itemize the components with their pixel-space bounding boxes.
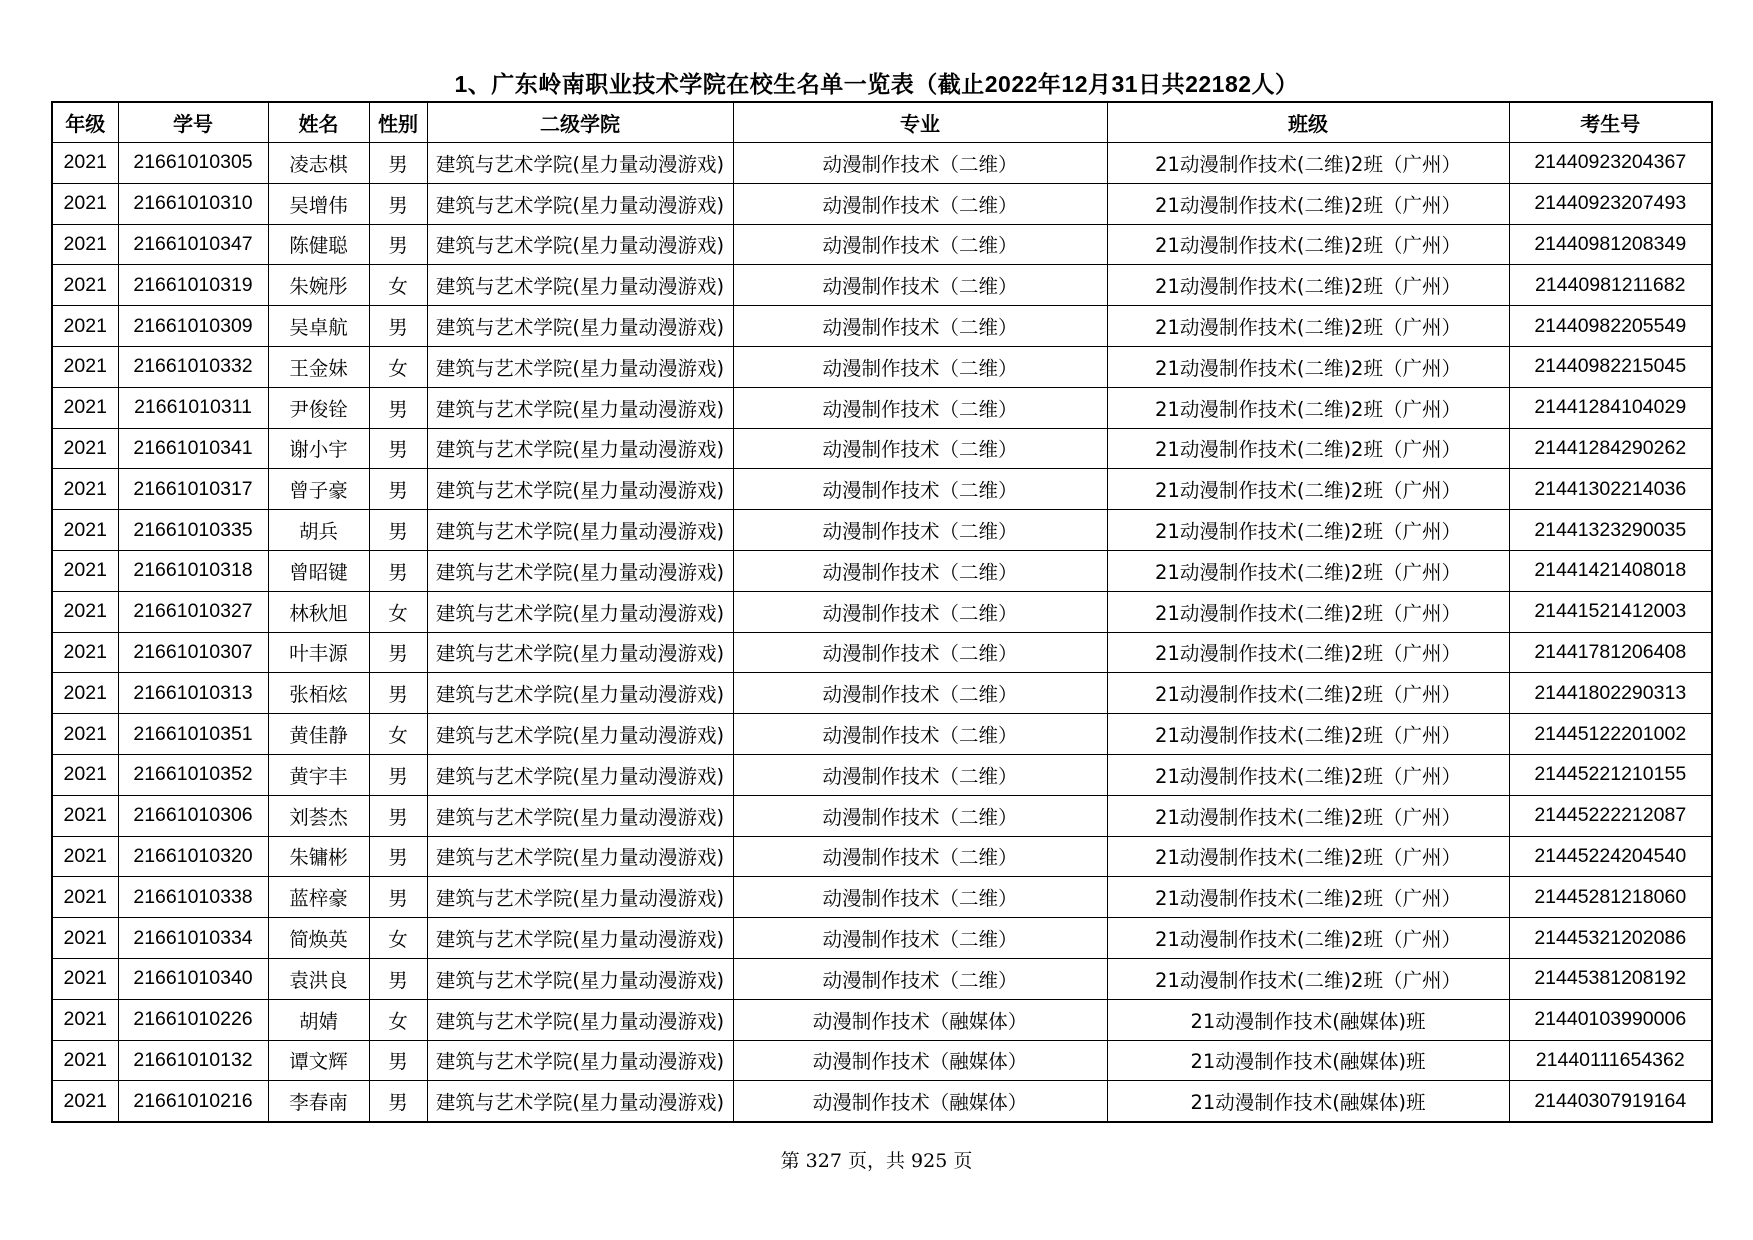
cell-exam-id: 21441284290262 — [1509, 428, 1712, 469]
cell-college: 建筑与艺术学院(星力量动漫游戏) — [427, 1040, 733, 1081]
cell-name: 李春南 — [268, 1081, 369, 1122]
cell-class: 21动漫制作技术(二维)2班（广州） — [1107, 714, 1509, 755]
cell-name: 刘荟杰 — [268, 795, 369, 836]
cell-gender: 男 — [369, 469, 427, 510]
cell-name: 林秋旭 — [268, 591, 369, 632]
cell-major: 动漫制作技术（二维） — [733, 265, 1107, 306]
table-row — [52, 306, 1712, 347]
table-row — [52, 591, 1712, 632]
cell-name: 黄宇丰 — [268, 754, 369, 795]
cell-class: 21动漫制作技术(二维)2班（广州） — [1107, 673, 1509, 714]
cell-student-id: 21661010327 — [118, 591, 268, 632]
cell-exam-id: 21440982215045 — [1509, 346, 1712, 387]
cell-name: 简焕英 — [268, 918, 369, 959]
cell-college: 建筑与艺术学院(星力量动漫游戏) — [427, 836, 733, 877]
student-roster-table — [51, 101, 1713, 1123]
column-header-grade: 年级 — [52, 102, 118, 143]
cell-exam-id: 21441284104029 — [1509, 387, 1712, 428]
column-header-name: 姓名 — [268, 102, 369, 143]
cell-gender: 男 — [369, 387, 427, 428]
cell-student-id: 21661010351 — [118, 714, 268, 755]
column-header-student-id: 学号 — [118, 102, 268, 143]
cell-exam-id: 21441802290313 — [1509, 673, 1712, 714]
cell-gender: 男 — [369, 673, 427, 714]
cell-major: 动漫制作技术（二维） — [733, 591, 1107, 632]
cell-grade: 2021 — [52, 224, 118, 265]
table-row — [52, 877, 1712, 918]
table-row — [52, 918, 1712, 959]
cell-student-id: 21661010305 — [118, 143, 268, 184]
cell-gender: 男 — [369, 183, 427, 224]
cell-student-id: 21661010310 — [118, 183, 268, 224]
cell-gender: 女 — [369, 918, 427, 959]
cell-name: 黄佳静 — [268, 714, 369, 755]
table-body — [52, 143, 1712, 1123]
page-title: 1、广东岭南职业技术学院在校生名单一览表（截止2022年12月31日共22182人） — [454, 71, 1299, 97]
cell-major: 动漫制作技术（二维） — [733, 632, 1107, 673]
table-row — [52, 387, 1712, 428]
cell-exam-id: 21441323290035 — [1509, 510, 1712, 551]
table-row — [52, 999, 1712, 1040]
cell-grade: 2021 — [52, 632, 118, 673]
cell-gender: 女 — [369, 714, 427, 755]
cell-exam-id: 21445281218060 — [1509, 877, 1712, 918]
cell-grade: 2021 — [52, 1040, 118, 1081]
cell-name: 凌志棋 — [268, 143, 369, 184]
cell-class: 21动漫制作技术(融媒体)班 — [1107, 999, 1509, 1040]
cell-exam-id: 21445122201002 — [1509, 714, 1712, 755]
table-row — [52, 346, 1712, 387]
cell-student-id: 21661010307 — [118, 632, 268, 673]
cell-major: 动漫制作技术（二维） — [733, 836, 1107, 877]
cell-exam-id: 21440923204367 — [1509, 143, 1712, 184]
cell-name: 胡兵 — [268, 510, 369, 551]
cell-grade: 2021 — [52, 795, 118, 836]
cell-gender: 女 — [369, 591, 427, 632]
cell-class: 21动漫制作技术(二维)2班（广州） — [1107, 510, 1509, 551]
cell-class: 21动漫制作技术(二维)2班（广州） — [1107, 183, 1509, 224]
cell-gender: 男 — [369, 836, 427, 877]
cell-grade: 2021 — [52, 877, 118, 918]
cell-college: 建筑与艺术学院(星力量动漫游戏) — [427, 958, 733, 999]
cell-major: 动漫制作技术（二维） — [733, 714, 1107, 755]
cell-grade: 2021 — [52, 306, 118, 347]
cell-major: 动漫制作技术（二维） — [733, 918, 1107, 959]
cell-gender: 男 — [369, 224, 427, 265]
cell-major: 动漫制作技术（二维） — [733, 673, 1107, 714]
cell-gender: 男 — [369, 306, 427, 347]
table-row — [52, 714, 1712, 755]
cell-major: 动漫制作技术（二维） — [733, 469, 1107, 510]
cell-class: 21动漫制作技术(二维)2班（广州） — [1107, 265, 1509, 306]
cell-class: 21动漫制作技术(二维)2班（广州） — [1107, 387, 1509, 428]
cell-college: 建筑与艺术学院(星力量动漫游戏) — [427, 714, 733, 755]
cell-class: 21动漫制作技术(二维)2班（广州） — [1107, 754, 1509, 795]
cell-grade: 2021 — [52, 469, 118, 510]
cell-grade: 2021 — [52, 510, 118, 551]
cell-grade: 2021 — [52, 754, 118, 795]
cell-class: 21动漫制作技术(二维)2班（广州） — [1107, 795, 1509, 836]
cell-major: 动漫制作技术（二维） — [733, 387, 1107, 428]
column-header-class: 班级 — [1107, 102, 1509, 143]
cell-grade: 2021 — [52, 143, 118, 184]
cell-student-id: 21661010352 — [118, 754, 268, 795]
cell-name: 叶丰源 — [268, 632, 369, 673]
page-footer: 第 327 页，共 925 页 — [780, 1150, 973, 1172]
cell-exam-id: 21445224204540 — [1509, 836, 1712, 877]
cell-class: 21动漫制作技术(二维)2班（广州） — [1107, 469, 1509, 510]
cell-college: 建筑与艺术学院(星力量动漫游戏) — [427, 1081, 733, 1122]
table-row — [52, 754, 1712, 795]
cell-major: 动漫制作技术（二维） — [733, 428, 1107, 469]
cell-name: 吴增伟 — [268, 183, 369, 224]
cell-grade: 2021 — [52, 346, 118, 387]
cell-student-id: 21661010320 — [118, 836, 268, 877]
cell-exam-id: 21440307919164 — [1509, 1081, 1712, 1122]
cell-college: 建筑与艺术学院(星力量动漫游戏) — [427, 918, 733, 959]
cell-class: 21动漫制作技术(二维)2班（广州） — [1107, 877, 1509, 918]
cell-major: 动漫制作技术（二维） — [733, 306, 1107, 347]
cell-class: 21动漫制作技术(二维)2班（广州） — [1107, 958, 1509, 999]
cell-college: 建筑与艺术学院(星力量动漫游戏) — [427, 795, 733, 836]
cell-exam-id: 21440923207493 — [1509, 183, 1712, 224]
cell-student-id: 21661010340 — [118, 958, 268, 999]
cell-grade: 2021 — [52, 836, 118, 877]
cell-class: 21动漫制作技术(二维)2班（广州） — [1107, 346, 1509, 387]
cell-major: 动漫制作技术（融媒体） — [733, 1081, 1107, 1122]
cell-name: 谭文辉 — [268, 1040, 369, 1081]
cell-exam-id: 21441302214036 — [1509, 469, 1712, 510]
cell-class: 21动漫制作技术(二维)2班（广州） — [1107, 306, 1509, 347]
cell-class: 21动漫制作技术(二维)2班（广州） — [1107, 550, 1509, 591]
column-header-gender: 性别 — [369, 102, 427, 143]
cell-class: 21动漫制作技术(二维)2班（广州） — [1107, 591, 1509, 632]
cell-major: 动漫制作技术（二维） — [733, 958, 1107, 999]
column-header-exam-id: 考生号 — [1509, 102, 1712, 143]
cell-gender: 男 — [369, 143, 427, 184]
cell-gender: 男 — [369, 795, 427, 836]
table-row — [52, 836, 1712, 877]
cell-college: 建筑与艺术学院(星力量动漫游戏) — [427, 346, 733, 387]
cell-student-id: 21661010317 — [118, 469, 268, 510]
cell-name: 尹俊铨 — [268, 387, 369, 428]
cell-student-id: 21661010334 — [118, 918, 268, 959]
column-header-major: 专业 — [733, 102, 1107, 143]
cell-name: 张栢炫 — [268, 673, 369, 714]
cell-college: 建筑与艺术学院(星力量动漫游戏) — [427, 224, 733, 265]
cell-gender: 男 — [369, 754, 427, 795]
cell-major: 动漫制作技术（二维） — [733, 877, 1107, 918]
cell-name: 蓝梓豪 — [268, 877, 369, 918]
cell-student-id: 21661010335 — [118, 510, 268, 551]
cell-major: 动漫制作技术（二维） — [733, 510, 1107, 551]
cell-college: 建筑与艺术学院(星力量动漫游戏) — [427, 673, 733, 714]
cell-college: 建筑与艺术学院(星力量动漫游戏) — [427, 265, 733, 306]
cell-major: 动漫制作技术（二维） — [733, 224, 1107, 265]
table-header — [52, 102, 1712, 143]
cell-student-id: 21661010313 — [118, 673, 268, 714]
cell-class: 21动漫制作技术(二维)2班（广州） — [1107, 632, 1509, 673]
cell-student-id: 21661010341 — [118, 428, 268, 469]
cell-major: 动漫制作技术（融媒体） — [733, 1040, 1107, 1081]
cell-exam-id: 21440111654362 — [1509, 1040, 1712, 1081]
cell-grade: 2021 — [52, 714, 118, 755]
cell-college: 建筑与艺术学院(星力量动漫游戏) — [427, 754, 733, 795]
table-row — [52, 958, 1712, 999]
cell-name: 陈健聪 — [268, 224, 369, 265]
cell-exam-id: 21445221210155 — [1509, 754, 1712, 795]
cell-grade: 2021 — [52, 673, 118, 714]
cell-class: 21动漫制作技术(融媒体)班 — [1107, 1081, 1509, 1122]
cell-gender: 女 — [369, 265, 427, 306]
cell-student-id: 21661010309 — [118, 306, 268, 347]
cell-exam-id: 21440982205549 — [1509, 306, 1712, 347]
cell-name: 王金妹 — [268, 346, 369, 387]
cell-name: 朱镛彬 — [268, 836, 369, 877]
cell-major: 动漫制作技术（二维） — [733, 754, 1107, 795]
cell-gender: 男 — [369, 550, 427, 591]
cell-major: 动漫制作技术（二维） — [733, 550, 1107, 591]
cell-student-id: 21661010318 — [118, 550, 268, 591]
cell-grade: 2021 — [52, 183, 118, 224]
cell-student-id: 21661010306 — [118, 795, 268, 836]
header-row — [52, 102, 1712, 143]
table-row — [52, 632, 1712, 673]
cell-class: 21动漫制作技术(二维)2班（广州） — [1107, 918, 1509, 959]
cell-gender: 男 — [369, 510, 427, 551]
cell-gender: 女 — [369, 346, 427, 387]
cell-college: 建筑与艺术学院(星力量动漫游戏) — [427, 591, 733, 632]
table-row — [52, 143, 1712, 184]
cell-student-id: 21661010311 — [118, 387, 268, 428]
cell-name: 胡婧 — [268, 999, 369, 1040]
cell-college: 建筑与艺术学院(星力量动漫游戏) — [427, 306, 733, 347]
table-row — [52, 265, 1712, 306]
cell-class: 21动漫制作技术(二维)2班（广州） — [1107, 143, 1509, 184]
cell-exam-id: 21441421408018 — [1509, 550, 1712, 591]
cell-grade: 2021 — [52, 265, 118, 306]
cell-college: 建筑与艺术学院(星力量动漫游戏) — [427, 428, 733, 469]
cell-grade: 2021 — [52, 918, 118, 959]
cell-class: 21动漫制作技术(二维)2班（广州） — [1107, 224, 1509, 265]
cell-exam-id: 21440981211682 — [1509, 265, 1712, 306]
cell-gender: 男 — [369, 428, 427, 469]
cell-class: 21动漫制作技术(二维)2班（广州） — [1107, 428, 1509, 469]
cell-class: 21动漫制作技术(融媒体)班 — [1107, 1040, 1509, 1081]
cell-grade: 2021 — [52, 387, 118, 428]
cell-student-id: 21661010226 — [118, 999, 268, 1040]
table-row — [52, 1081, 1712, 1122]
table-row — [52, 1040, 1712, 1081]
cell-grade: 2021 — [52, 591, 118, 632]
cell-class: 21动漫制作技术(二维)2班（广州） — [1107, 836, 1509, 877]
cell-name: 曾昭键 — [268, 550, 369, 591]
cell-grade: 2021 — [52, 550, 118, 591]
cell-exam-id: 21445381208192 — [1509, 958, 1712, 999]
table-row — [52, 550, 1712, 591]
table-row — [52, 510, 1712, 551]
cell-name: 谢小宇 — [268, 428, 369, 469]
cell-name: 袁洪良 — [268, 958, 369, 999]
cell-major: 动漫制作技术（二维） — [733, 143, 1107, 184]
table-row — [52, 183, 1712, 224]
table-row — [52, 224, 1712, 265]
cell-gender: 男 — [369, 632, 427, 673]
cell-major: 动漫制作技术（二维） — [733, 346, 1107, 387]
cell-name: 朱婉彤 — [268, 265, 369, 306]
cell-exam-id: 21440103990006 — [1509, 999, 1712, 1040]
cell-college: 建筑与艺术学院(星力量动漫游戏) — [427, 877, 733, 918]
cell-major: 动漫制作技术（二维） — [733, 183, 1107, 224]
cell-name: 吴卓航 — [268, 306, 369, 347]
cell-gender: 女 — [369, 999, 427, 1040]
cell-exam-id: 21445222212087 — [1509, 795, 1712, 836]
cell-student-id: 21661010338 — [118, 877, 268, 918]
cell-gender: 男 — [369, 958, 427, 999]
cell-college: 建筑与艺术学院(星力量动漫游戏) — [427, 999, 733, 1040]
column-header-college: 二级学院 — [427, 102, 733, 143]
cell-student-id: 21661010132 — [118, 1040, 268, 1081]
table-row — [52, 469, 1712, 510]
cell-college: 建筑与艺术学院(星力量动漫游戏) — [427, 510, 733, 551]
cell-student-id: 21661010332 — [118, 346, 268, 387]
cell-student-id: 21661010216 — [118, 1081, 268, 1122]
cell-college: 建筑与艺术学院(星力量动漫游戏) — [427, 632, 733, 673]
cell-grade: 2021 — [52, 428, 118, 469]
cell-grade: 2021 — [52, 999, 118, 1040]
cell-grade: 2021 — [52, 1081, 118, 1122]
cell-exam-id: 21441521412003 — [1509, 591, 1712, 632]
cell-gender: 男 — [369, 1040, 427, 1081]
cell-exam-id: 21445321202086 — [1509, 918, 1712, 959]
cell-student-id: 21661010347 — [118, 224, 268, 265]
cell-name: 曾子豪 — [268, 469, 369, 510]
cell-exam-id: 21440981208349 — [1509, 224, 1712, 265]
cell-college: 建筑与艺术学院(星力量动漫游戏) — [427, 143, 733, 184]
cell-college: 建筑与艺术学院(星力量动漫游戏) — [427, 469, 733, 510]
table-row — [52, 673, 1712, 714]
cell-college: 建筑与艺术学院(星力量动漫游戏) — [427, 183, 733, 224]
cell-college: 建筑与艺术学院(星力量动漫游戏) — [427, 550, 733, 591]
cell-major: 动漫制作技术（二维） — [733, 795, 1107, 836]
table-row — [52, 795, 1712, 836]
cell-student-id: 21661010319 — [118, 265, 268, 306]
cell-gender: 男 — [369, 1081, 427, 1122]
cell-exam-id: 21441781206408 — [1509, 632, 1712, 673]
cell-grade: 2021 — [52, 958, 118, 999]
cell-college: 建筑与艺术学院(星力量动漫游戏) — [427, 387, 733, 428]
cell-gender: 男 — [369, 877, 427, 918]
table-row — [52, 428, 1712, 469]
cell-major: 动漫制作技术（融媒体） — [733, 999, 1107, 1040]
